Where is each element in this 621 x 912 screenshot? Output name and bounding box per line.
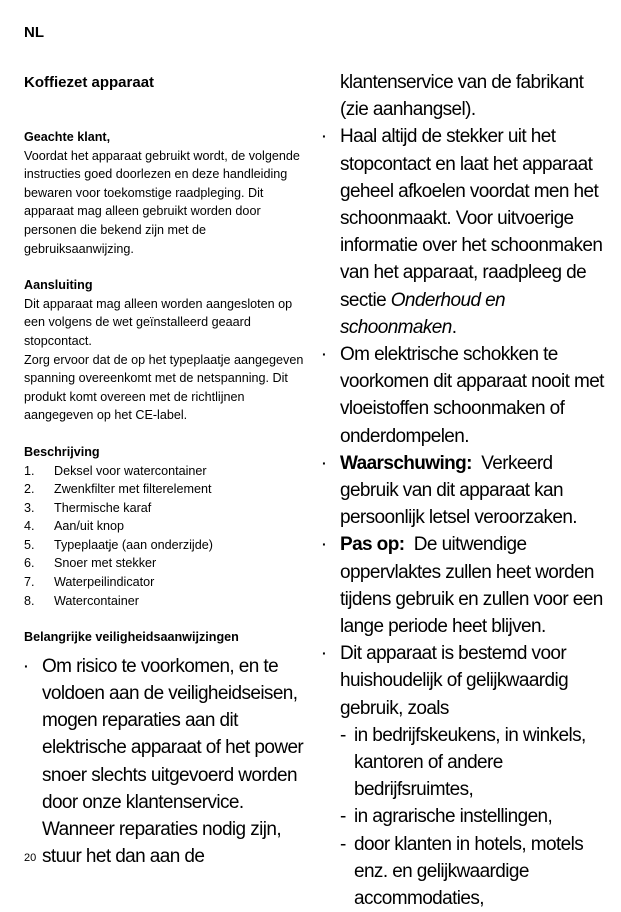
item-text: Typeplaatje (aan onderzijde): [54, 537, 213, 552]
bullet-icon: ·: [322, 346, 327, 363]
greeting-text: Voordat het apparaat gebruikt wordt, de volgende instructies goed doorlezen en deze handleiding bewaren voor toekomstige raadpleging. Dit apparaat mag alleen gebruikt worden door personen die bekend zijn met de gebruiksaanwijzing.: [24, 148, 300, 256]
safety-heading: Belangrijke veiligheidsaanwijzingen: [24, 630, 239, 645]
safety-list: [24, 653, 304, 871]
safety-item-3: Om elektrische schokken te voorkomen dit apparaat nooit met vloeistoffen schoonmaken of onderdompelen.: [340, 344, 604, 447]
dash-icon: -: [340, 806, 346, 828]
list-item: [24, 573, 304, 592]
list-item: [24, 462, 304, 481]
safety-item-2: Haal altijd de stekker uit het stopcontact en laat het apparaat geheel afkoelen voordat men het schoonmaakt. Voor uitvoerige informatie over het schoonmaken van het apparaat, raadpleeg de sectie: [340, 126, 603, 311]
item-text: Snoer met stekker: [54, 556, 157, 571]
safety-item-1: Om risico te voorkomen, en te voldoen aan de veiligheidseisen, mogen reparaties aan dit elektrische apparaat of het power snoer slechts uitgevoerd worden door onze klantenservice. Wanneer reparaties nodig zijn, stuur het dan aan de: [42, 655, 304, 868]
connection-text-1: Dit apparaat mag alleen worden aangesloten op een volgens de wet geïnstalleerd geaard stopcontact.: [24, 296, 293, 348]
sub-list-item: [340, 831, 612, 912]
bullet-icon: ·: [322, 536, 327, 553]
item-text: Thermische karaf: [54, 500, 152, 515]
bullet-icon: ·: [322, 128, 327, 145]
safety-item-2-end: .: [451, 316, 457, 338]
safety-section: [24, 628, 304, 870]
sub-list-item: [340, 722, 612, 804]
item-text: Waterpeilindicator: [54, 575, 155, 590]
greeting-heading: Geachte klant,: [24, 130, 111, 144]
sub-list-item: [340, 803, 612, 830]
list-item: [322, 531, 612, 640]
page-number: 20: [24, 852, 37, 864]
section-reference: Onderhoud en schoonmaken: [340, 289, 506, 338]
parts-list: [24, 462, 304, 611]
description-section: [24, 443, 304, 610]
safety-list-continued: [322, 123, 612, 912]
item-text: Deksel voor watercontainer: [54, 463, 207, 478]
item-text: Zwenkfilter met filterelement: [54, 482, 212, 497]
safety-item-1-continued: klantenservice van de fabrikant (zie aanhangsel).: [340, 72, 584, 121]
usage-sublist: [340, 722, 612, 912]
item-number: 6.: [24, 556, 35, 571]
description-heading: Beschrijving: [24, 444, 100, 459]
list-item: [24, 536, 304, 555]
connection-section: [24, 276, 304, 425]
item-text: Watercontainer: [54, 593, 139, 608]
safety-item-5: De uitwendige oppervlaktes zullen heet worden tijdens gebruik en zullen voor een lange periode heet blijven.: [340, 534, 603, 638]
list-item: [24, 499, 304, 518]
item-text: Aan/uit knop: [54, 519, 125, 534]
list-item: [24, 653, 304, 871]
item-number: 8.: [24, 593, 35, 608]
page-title: Koffiezet apparaat: [24, 74, 155, 91]
warning-label: Waarschuwing:: [340, 452, 472, 474]
connection-heading: Aansluiting: [24, 278, 93, 293]
list-item: [24, 480, 304, 499]
bullet-icon: ·: [322, 645, 327, 662]
list-item: [322, 341, 612, 450]
list-item: [24, 554, 304, 573]
connection-text-2: Zorg ervoor dat de op het typeplaatje aangegeven spanning overeenkomt met de netspanning. Dit produkt komt overeen met de richtlijnen aangegeven op het CE-label.: [24, 352, 304, 423]
item-number: 5.: [24, 537, 35, 552]
list-item: [24, 517, 304, 536]
caution-label: Pas op:: [340, 534, 405, 556]
safety-item-6: Dit apparaat is bestemd voor huishoudelijk of gelijkwaardig gebruik, zoals: [340, 643, 569, 719]
left-column: [24, 74, 304, 870]
bullet-icon: ·: [24, 657, 29, 674]
item-number: 2.: [24, 482, 35, 497]
item-number: 4.: [24, 519, 35, 534]
item-number: 7.: [24, 575, 35, 590]
greeting-section: [24, 128, 304, 258]
bullet-icon: ·: [322, 454, 327, 471]
dash-icon: -: [340, 833, 346, 855]
language-code: NL: [24, 24, 44, 41]
list-item: [322, 640, 612, 912]
list-item: [322, 123, 612, 341]
sub-item-text: door klanten in hotels, motels enz. en gelijkwaardige accommodaties,: [354, 833, 584, 910]
safety-item-4: Verkeerd gebruik van dit apparaat kan persoonlijk letsel veroorzaken.: [340, 452, 577, 529]
sub-item-text: in bedrijfskeukens, in winkels, kantoren of andere bedrijfsruimtes,: [354, 724, 586, 801]
right-column: [322, 69, 612, 912]
dash-icon: -: [340, 724, 346, 746]
list-item: [24, 592, 304, 611]
sub-item-text: in agrarische instellingen,: [354, 806, 553, 828]
item-number: 1.: [24, 463, 35, 478]
list-item: [322, 450, 612, 532]
item-number: 3.: [24, 500, 35, 515]
